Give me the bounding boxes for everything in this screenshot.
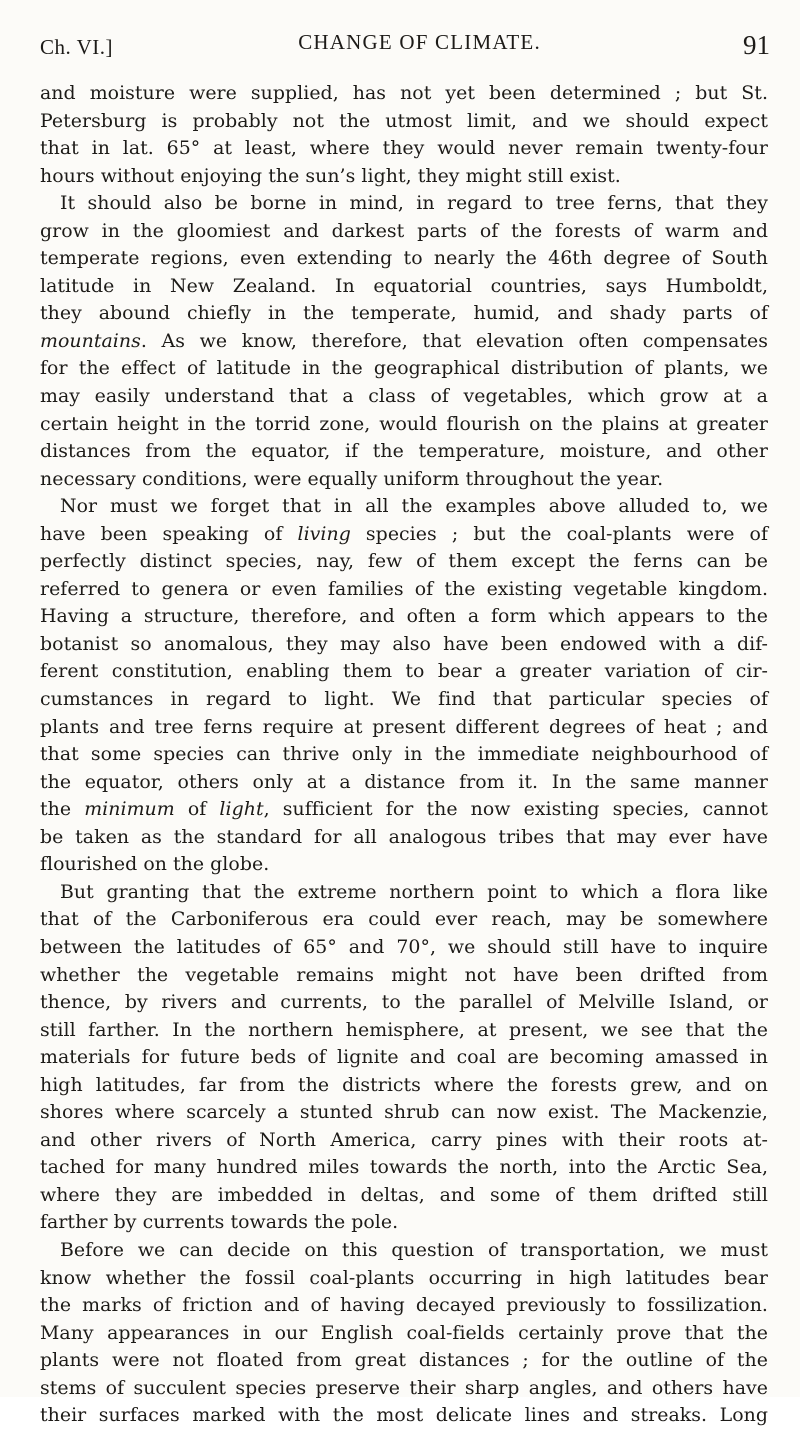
text-line: certain height in the torrid zone, would flourish on the plains at greater (40, 412, 768, 435)
text-line: Many appearances in our English coal-fields certainly prove that the (40, 1321, 768, 1344)
text-line: be taken as the standard for all analogous tribes that may ever have (40, 825, 768, 848)
text-line: tached for many hundred miles towards the north, into the Arctic Sea, (40, 1156, 768, 1179)
text-line: It should also be borne in mind, in regard to tree ferns, that they (60, 192, 768, 215)
running-title: CHANGE OF CLIMATE. (298, 30, 541, 54)
text-line: plants and tree ferns require at present different degrees of heat ; and (40, 715, 768, 738)
text-line: have been speaking of living species ; but the coal-plants were of (40, 522, 769, 545)
text-line: the minimum of light, sufficient for the now existing species, cannot (40, 798, 768, 821)
text-line: they abound chiefly in the temperate, humid, and shady parts of (40, 302, 768, 325)
text-line: high latitudes, far from the districts where the forests grew, and on (40, 1073, 768, 1096)
text-line: cumstances in regard to light. We find that particular species of (40, 688, 768, 711)
text-line: latitude in New Zealand. In equatorial countries, says Humboldt, (40, 274, 768, 297)
text-line: and other rivers of North America, carry pines with their roots at- (40, 1128, 768, 1151)
text-line: whether the vegetable remains might not have been drifted from (40, 963, 768, 986)
text-line: may easily understand that a class of vegetables, which grow at a (40, 385, 768, 408)
text-line: farther by currents towards the pole. (40, 1211, 399, 1234)
text-line: But granting that the extreme northern point to which a flora like (60, 880, 768, 903)
text-line: temperate regions, even extending to nearly the 46th degree of South (40, 247, 768, 270)
text-line: perfectly distinct species, nay, few of them except the ferns can be (40, 550, 768, 573)
text-line: the marks of friction and of having decayed previously to fossilization. (40, 1294, 768, 1317)
text-line: thence, by rivers and currents, to the parallel of Melville Island, or (40, 991, 768, 1014)
text-line: where they are imbedded in deltas, and some of them drifted still (40, 1183, 768, 1206)
text-line: the equator, others only at a distance from it. In the same manner (40, 770, 768, 793)
text-line: and moisture were supplied, has not yet been determined ; but St. (40, 82, 768, 104)
running-head (40, 30, 770, 64)
text-line: grow in the gloomiest and darkest parts of the forests of warm and (40, 219, 768, 242)
text-line: for the effect of latitude in the geographical distribution of plants, we (40, 357, 768, 380)
text-line: shores where scarcely a stunted shrub can now exist. The Mackenzie, (40, 1101, 768, 1124)
text-line: Having a structure, therefore, and often a form which appears to the (40, 605, 768, 628)
text-line: flourished on the globe. (40, 853, 270, 876)
text-line: Petersburg is probably not the utmost limit, and we should expect (40, 109, 768, 132)
text-line: that in lat. 65° at least, where they would never remain twenty-four (40, 137, 768, 160)
text-line: that of the Carboniferous era could ever reach, may be somewhere (40, 908, 768, 931)
text-line: know whether the fossil coal-plants occurring in high latitudes bear (40, 1266, 768, 1289)
text-line: mountains. As we know, therefore, that elevation often compensates (40, 329, 768, 352)
text-line: still farther. In the northern hemisphere, at present, we see that the (40, 1018, 768, 1041)
text-line: plants were not floated from great distances ; for the outline of the (40, 1349, 768, 1372)
page-number: 91 (743, 30, 770, 60)
text-line: distances from the equator, if the temperature, moisture, and other (40, 440, 768, 463)
text-line: between the latitudes of 65° and 70°, we should still have to inquire (40, 935, 768, 958)
text-line: that some species can thrive only in the immediate neighbourhood of (40, 743, 768, 766)
body-text (40, 80, 768, 1430)
text-line: botanist so anomalous, they may also have been endowed with a dif- (40, 632, 768, 655)
text-line: materials for future beds of lignite and coal are becoming amassed in (40, 1046, 768, 1069)
text-line: Before we can decide on this question of transportation, we must (60, 1238, 768, 1261)
chapter-label: Ch. VI.] (40, 35, 114, 59)
text-line: hours without enjoying the sun’s light, they might still exist. (40, 164, 621, 187)
text-line: stems of succulent species preserve their sharp angles, and others have (40, 1376, 768, 1399)
text-line: necessary conditions, were equally uniform throughout the year. (40, 467, 664, 490)
text-line: referred to genera or even families of the existing vegetable kingdom. (40, 577, 768, 600)
text-line: ferent constitution, enabling them to bear a greater variation of cir- (40, 660, 768, 683)
text-line: Nor must we forget that in all the examples above alluded to, we (60, 495, 768, 518)
text-line: their surfaces marked with the most delicate lines and streaks. Long (40, 1404, 768, 1427)
